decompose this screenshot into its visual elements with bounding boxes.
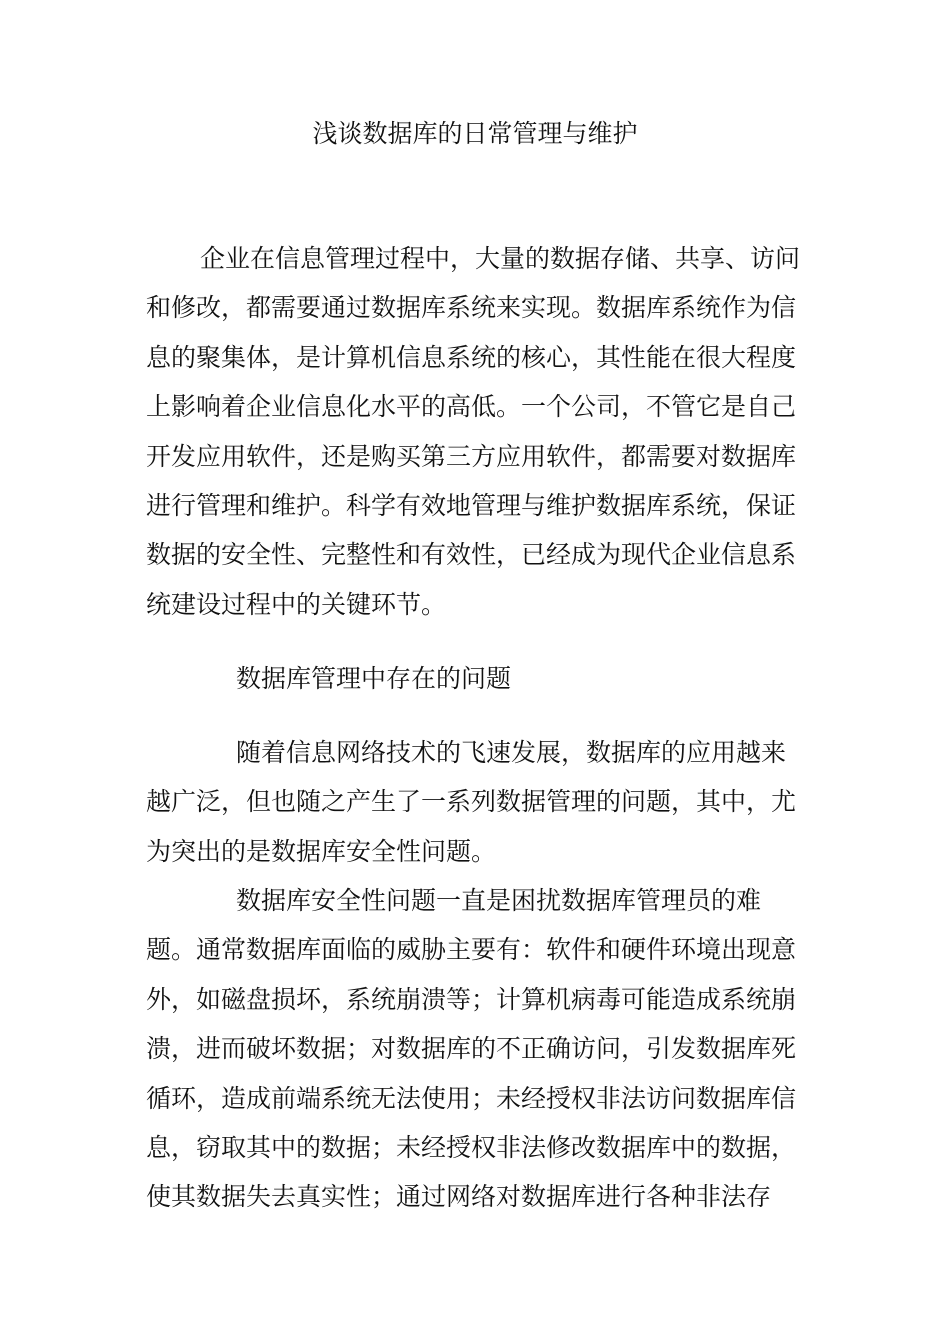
section-heading [146, 654, 814, 703]
paragraph-3 [146, 876, 814, 1222]
paragraph-line: 息的聚集体，是计算机信息系统的核心，其性能在很大程度 [146, 342, 797, 372]
paragraph-line: 随着信息网络技术的飞速发展，数据库的应用越来 [236, 738, 787, 767]
paragraph-line: 题。通常数据库面临的威胁主要有：软件和硬件环境出现意 [146, 935, 797, 965]
paragraph-line: 统建设过程中的关键环节。 [146, 589, 447, 619]
paragraph-line: 越广泛，但也随之产生了一系列数据管理的问题，其中，尤 [146, 787, 797, 817]
paragraph-line: 数据库安全性问题一直是困扰数据库管理员的难 [236, 886, 762, 915]
paragraph-2 [146, 728, 814, 876]
paragraph-line: 企业在信息管理过程中，大量的数据存储、共享、访问 [200, 244, 801, 273]
paragraph-line: 循环，造成前端系统无法使用；未经授权非法访问数据库信 [146, 1083, 797, 1113]
intro-paragraph [146, 234, 814, 629]
paragraph-line: 外，如磁盘损坏，系统崩溃等；计算机病毒可能造成系统崩 [146, 984, 797, 1014]
paragraph-line: 使其数据失去真实性；通过网络对数据库进行各种非法存 [146, 1182, 772, 1212]
paragraph-line: 开发应用软件，还是购买第三方应用软件，都需要对数据库 [146, 441, 797, 471]
paragraph-line: 数据的安全性、完整性和有效性，已经成为现代企业信息系 [146, 540, 797, 570]
paragraph-line: 为突出的是数据库安全性问题。 [146, 836, 497, 866]
section-heading-text: 数据库管理中存在的问题 [236, 664, 512, 693]
paragraph-line: 上影响着企业信息化水平的高低。一个公司，不管它是自己 [146, 392, 797, 422]
paragraph-line: 息，窃取其中的数据；未经授权非法修改数据库中的数据， [146, 1132, 797, 1162]
paragraph-line: 溃，进而破坏数据；对数据库的不正确访问，引发数据库死 [146, 1034, 797, 1064]
paragraph-line: 和修改，都需要通过数据库系统来实现。数据库系统作为信 [146, 293, 797, 323]
document-title: 浅谈数据库的日常管理与维护 [312, 119, 638, 148]
paragraph-line: 进行管理和维护。科学有效地管理与维护数据库系统，保证 [146, 490, 797, 520]
